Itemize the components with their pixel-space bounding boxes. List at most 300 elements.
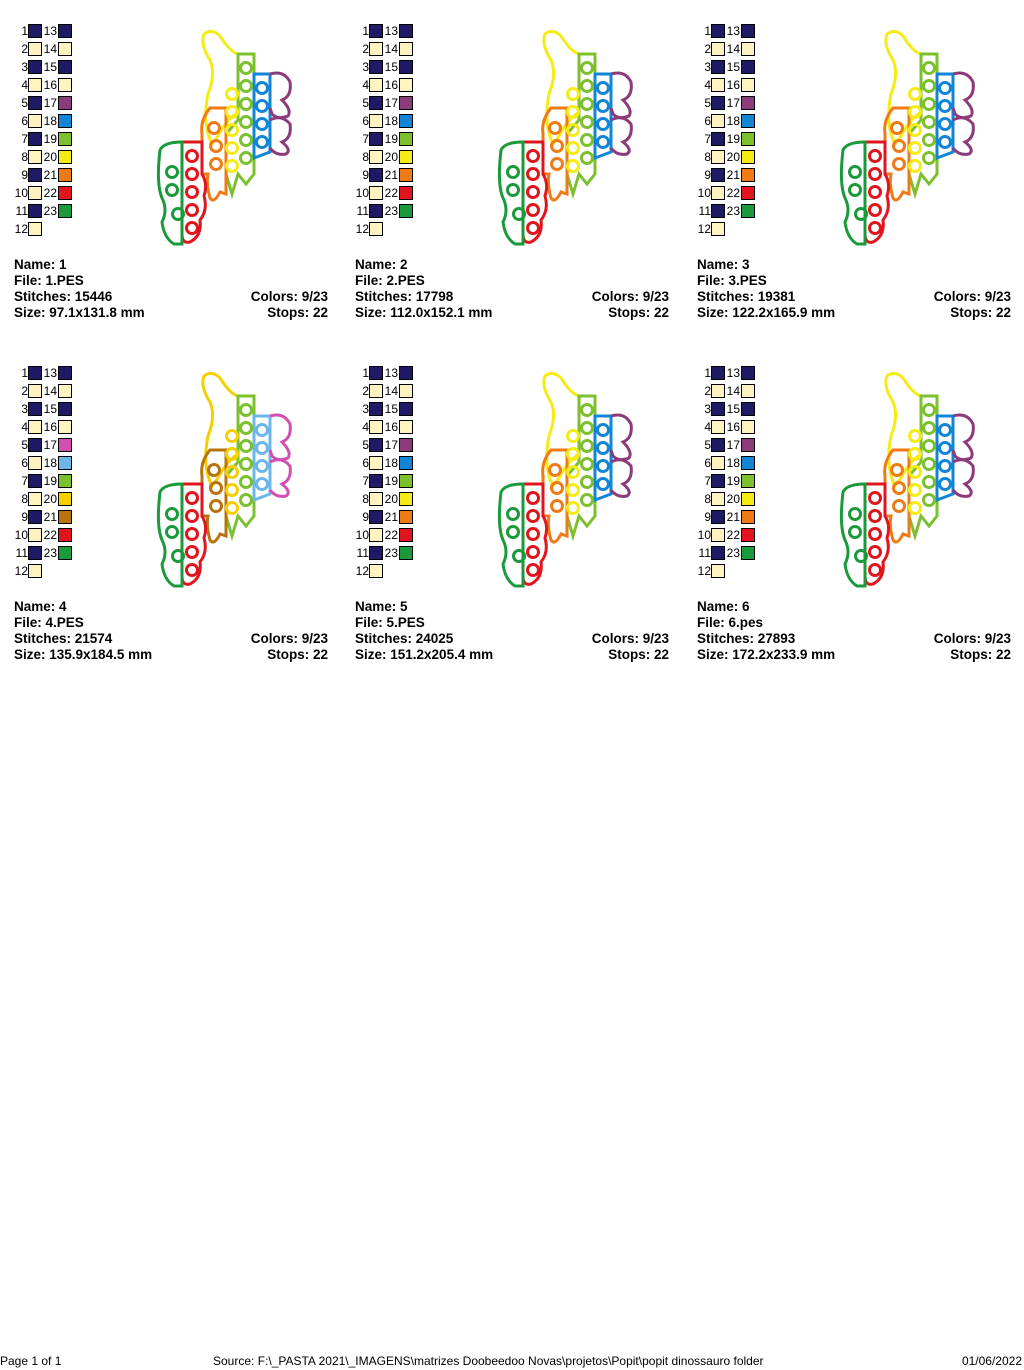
palette-row xyxy=(14,474,84,492)
dinosaur-design-preview xyxy=(483,366,658,591)
swatch-number: 1 xyxy=(704,366,711,380)
color-swatch xyxy=(28,546,42,560)
design-file: File: 3.PES xyxy=(697,273,767,288)
color-swatch xyxy=(711,528,725,542)
bubble-circle xyxy=(598,101,609,112)
palette-row xyxy=(14,168,84,186)
color-swatch xyxy=(711,384,725,398)
swatch-number: 12 xyxy=(355,564,369,578)
swatch-number: 4 xyxy=(704,78,711,92)
color-swatch xyxy=(741,186,755,200)
bubble-circle xyxy=(187,565,198,576)
swatch-number: 19 xyxy=(384,474,398,488)
color-swatch xyxy=(369,528,383,542)
palette-row xyxy=(14,222,84,240)
bubble-circle xyxy=(241,81,252,92)
color-swatch xyxy=(399,402,413,416)
color-swatch xyxy=(741,204,755,218)
bubble-circle xyxy=(598,119,609,130)
color-swatch xyxy=(28,24,42,38)
swatch-number: 6 xyxy=(362,456,369,470)
bubble-circle xyxy=(598,443,609,454)
bubble-circle xyxy=(528,151,539,162)
swatch-number: 11 xyxy=(356,546,369,560)
bubble-circle xyxy=(257,461,268,472)
palette-row xyxy=(14,438,84,456)
swatch-number: 21 xyxy=(726,510,740,524)
color-swatch xyxy=(369,492,383,506)
dinosaur-design-preview xyxy=(142,366,317,591)
swatch-number: 14 xyxy=(43,384,57,398)
swatch-number: 17 xyxy=(43,96,57,110)
design-card xyxy=(697,366,1024,686)
color-swatch xyxy=(58,402,72,416)
swatch-number: 2 xyxy=(704,42,711,56)
color-swatch xyxy=(369,564,383,578)
palette-row xyxy=(697,546,767,564)
swatch-number: 6 xyxy=(21,114,28,128)
color-swatch xyxy=(399,114,413,128)
color-swatch xyxy=(369,546,383,560)
design-name: Name: 1 xyxy=(14,257,67,272)
bubble-circle xyxy=(924,477,935,488)
bubble-circle xyxy=(241,423,252,434)
stop-count: Stops: 22 xyxy=(950,647,1011,662)
palette-row xyxy=(355,384,425,402)
color-swatch xyxy=(711,420,725,434)
swatch-number: 9 xyxy=(704,510,711,524)
palette-row xyxy=(697,474,767,492)
bubble-circle xyxy=(552,159,563,170)
swatch-number: 4 xyxy=(362,420,369,434)
color-swatch xyxy=(741,510,755,524)
palette-row xyxy=(697,96,767,114)
color-swatch xyxy=(399,168,413,182)
color-swatch xyxy=(58,384,72,398)
palette-row xyxy=(697,60,767,78)
color-swatch xyxy=(28,456,42,470)
color-swatch xyxy=(399,510,413,524)
bubble-circle xyxy=(568,485,579,496)
palette-row xyxy=(14,96,84,114)
color-swatch xyxy=(58,96,72,110)
dinosaur-design-preview xyxy=(483,24,658,249)
color-swatch xyxy=(28,150,42,164)
color-swatch xyxy=(711,402,725,416)
swatch-number: 4 xyxy=(21,78,28,92)
bubble-circle xyxy=(568,143,579,154)
bubble-circle xyxy=(209,123,220,134)
color-swatch xyxy=(28,204,42,218)
swatch-number: 22 xyxy=(384,186,398,200)
stitch-count: Stitches: 24025 xyxy=(355,631,454,646)
color-swatch xyxy=(58,510,72,524)
stop-count: Stops: 22 xyxy=(608,647,669,662)
bubble-circle xyxy=(528,547,539,558)
swatch-number: 16 xyxy=(384,78,398,92)
swatch-number: 19 xyxy=(726,132,740,146)
bubble-circle xyxy=(894,501,905,512)
color-swatch xyxy=(58,42,72,56)
color-swatch xyxy=(711,96,725,110)
color-swatch xyxy=(741,438,755,452)
color-swatch xyxy=(369,420,383,434)
swatch-number: 22 xyxy=(43,186,57,200)
bubble-circle xyxy=(582,135,593,146)
swatch-number: 15 xyxy=(43,60,57,74)
swatch-number: 9 xyxy=(362,510,369,524)
stop-count: Stops: 22 xyxy=(267,305,328,320)
swatch-number: 19 xyxy=(43,132,57,146)
palette-row xyxy=(697,168,767,186)
swatch-number: 21 xyxy=(43,168,57,182)
design-file: File: 6.pes xyxy=(697,615,764,630)
color-count: Colors: 9/23 xyxy=(591,289,669,304)
bubble-circle xyxy=(870,223,881,234)
color-swatch xyxy=(369,114,383,128)
palette-row xyxy=(697,78,767,96)
swatch-number: 13 xyxy=(43,366,57,380)
swatch-number: 4 xyxy=(21,420,28,434)
color-swatch xyxy=(58,150,72,164)
palette-row xyxy=(355,186,425,204)
stitch-count: Stitches: 27893 xyxy=(697,631,796,646)
bubble-circle xyxy=(241,477,252,488)
bubble-circle xyxy=(241,117,252,128)
color-swatch xyxy=(399,132,413,146)
palette-row xyxy=(355,402,425,420)
color-swatch xyxy=(369,474,383,488)
bubble-circle xyxy=(924,459,935,470)
swatch-number: 23 xyxy=(384,546,398,560)
color-swatch xyxy=(741,168,755,182)
swatch-number: 11 xyxy=(356,204,369,218)
swatch-number: 20 xyxy=(726,492,740,506)
palette-row xyxy=(14,150,84,168)
bubble-circle xyxy=(241,441,252,452)
bubble-circle xyxy=(227,143,238,154)
dinosaur-design-preview xyxy=(825,24,1000,249)
bubble-circle xyxy=(924,117,935,128)
color-swatch xyxy=(399,492,413,506)
swatch-number: 12 xyxy=(14,564,28,578)
swatch-number: 12 xyxy=(14,222,28,236)
bubble-circle xyxy=(598,479,609,490)
swatch-number: 3 xyxy=(704,402,711,416)
swatch-number: 23 xyxy=(384,204,398,218)
color-count: Colors: 9/23 xyxy=(933,631,1011,646)
design-card xyxy=(14,24,344,344)
bubble-circle xyxy=(227,485,238,496)
stitch-count: Stitches: 21574 xyxy=(14,631,113,646)
swatch-number: 14 xyxy=(384,42,398,56)
palette-row xyxy=(14,402,84,420)
color-swatch xyxy=(369,222,383,236)
color-swatch xyxy=(369,366,383,380)
swatch-number: 1 xyxy=(362,366,369,380)
color-swatch xyxy=(741,384,755,398)
color-swatch xyxy=(369,384,383,398)
bubble-circle xyxy=(550,123,561,134)
swatch-number: 17 xyxy=(384,96,398,110)
bubble-circle xyxy=(924,405,935,416)
palette-row xyxy=(697,456,767,474)
bubble-circle xyxy=(550,465,561,476)
palette-row xyxy=(697,114,767,132)
color-swatch xyxy=(399,24,413,38)
swatch-number: 16 xyxy=(384,420,398,434)
color-swatch xyxy=(369,24,383,38)
palette-row xyxy=(14,384,84,402)
design-info xyxy=(355,599,669,663)
swatch-number: 21 xyxy=(43,510,57,524)
bubble-circle xyxy=(870,205,881,216)
swatch-number: 13 xyxy=(43,24,57,38)
swatch-number: 6 xyxy=(704,114,711,128)
bubble-circle xyxy=(508,527,519,538)
swatch-number: 8 xyxy=(21,150,28,164)
bubble-circle xyxy=(924,81,935,92)
bubble-circle xyxy=(187,529,198,540)
color-swatch xyxy=(711,564,725,578)
swatch-number: 4 xyxy=(704,420,711,434)
swatch-number: 1 xyxy=(21,366,28,380)
bubble-circle xyxy=(582,99,593,110)
color-swatch xyxy=(58,456,72,470)
palette-row xyxy=(14,492,84,510)
color-swatch xyxy=(741,60,755,74)
color-swatch xyxy=(741,132,755,146)
bubble-circle xyxy=(910,503,921,514)
swatch-number: 8 xyxy=(362,492,369,506)
palette-row xyxy=(355,420,425,438)
color-swatch xyxy=(58,438,72,452)
color-swatch xyxy=(741,24,755,38)
palette-row xyxy=(14,546,84,564)
palette-row xyxy=(355,96,425,114)
design-file: File: 5.PES xyxy=(355,615,425,630)
bubble-circle xyxy=(940,425,951,436)
swatch-number: 3 xyxy=(362,402,369,416)
bubble-circle xyxy=(187,547,198,558)
color-swatch xyxy=(28,528,42,542)
palette-row xyxy=(14,366,84,384)
swatch-number: 17 xyxy=(726,96,740,110)
color-swatch xyxy=(58,492,72,506)
swatch-number: 18 xyxy=(384,114,398,128)
color-swatch xyxy=(741,474,755,488)
bubble-circle xyxy=(227,89,238,100)
palette-row xyxy=(355,114,425,132)
bubble-circle xyxy=(940,479,951,490)
bubble-circle xyxy=(528,205,539,216)
color-swatch xyxy=(369,510,383,524)
design-info xyxy=(14,257,328,321)
bubble-circle xyxy=(167,509,178,520)
color-swatch xyxy=(741,78,755,92)
color-swatch xyxy=(711,546,725,560)
swatch-number: 1 xyxy=(704,24,711,38)
design-info xyxy=(14,599,328,663)
color-swatch xyxy=(741,366,755,380)
bubble-circle xyxy=(870,511,881,522)
palette-row xyxy=(697,186,767,204)
color-swatch xyxy=(28,222,42,236)
bubble-circle xyxy=(209,465,220,476)
color-swatch xyxy=(711,42,725,56)
swatch-number: 2 xyxy=(362,42,369,56)
swatch-number: 10 xyxy=(697,528,711,542)
palette-row xyxy=(355,474,425,492)
swatch-number: 13 xyxy=(384,366,398,380)
swatch-number: 2 xyxy=(704,384,711,398)
bubble-circle xyxy=(582,153,593,164)
design-info xyxy=(697,599,1011,663)
bubble-circle xyxy=(528,511,539,522)
bubble-circle xyxy=(870,547,881,558)
bubble-circle xyxy=(870,151,881,162)
bubble-circle xyxy=(940,83,951,94)
color-swatch xyxy=(399,42,413,56)
color-swatch xyxy=(369,60,383,74)
color-swatch xyxy=(58,546,72,560)
color-swatch xyxy=(369,204,383,218)
bubble-circle xyxy=(568,503,579,514)
bubble-circle xyxy=(850,509,861,520)
bubble-circle xyxy=(870,169,881,180)
palette-row xyxy=(14,186,84,204)
color-swatch xyxy=(28,474,42,488)
swatch-number: 23 xyxy=(43,204,57,218)
color-swatch xyxy=(58,474,72,488)
swatch-number: 18 xyxy=(384,456,398,470)
bubble-circle xyxy=(241,153,252,164)
color-swatch xyxy=(399,546,413,560)
stitch-count: Stitches: 17798 xyxy=(355,289,454,304)
color-swatch xyxy=(28,564,42,578)
design-card xyxy=(355,24,685,344)
color-count: Colors: 9/23 xyxy=(591,631,669,646)
swatch-number: 17 xyxy=(43,438,57,452)
color-swatch xyxy=(28,492,42,506)
color-swatch xyxy=(28,384,42,398)
swatch-number: 20 xyxy=(726,150,740,164)
bubble-circle xyxy=(187,511,198,522)
bubble-circle xyxy=(257,83,268,94)
bubble-circle xyxy=(598,83,609,94)
bubble-circle xyxy=(924,153,935,164)
swatch-number: 9 xyxy=(362,168,369,182)
swatch-number: 16 xyxy=(43,420,57,434)
bubble-circle xyxy=(508,509,519,520)
palette-row xyxy=(697,366,767,384)
swatch-number: 21 xyxy=(384,168,398,182)
design-file: File: 1.PES xyxy=(14,273,84,288)
swatch-number: 8 xyxy=(21,492,28,506)
swatch-number: 7 xyxy=(21,474,28,488)
palette-row xyxy=(355,78,425,96)
bubble-circle xyxy=(894,159,905,170)
bubble-circle xyxy=(187,223,198,234)
design-card xyxy=(697,24,1024,344)
bubble-circle xyxy=(910,161,921,172)
bubble-circle xyxy=(924,423,935,434)
design-info xyxy=(355,257,669,321)
swatch-number: 15 xyxy=(384,60,398,74)
palette-row xyxy=(14,60,84,78)
bubble-circle xyxy=(187,493,198,504)
color-swatch xyxy=(399,438,413,452)
design-size: Size: 172.2x233.9 mm xyxy=(697,647,836,662)
bubble-circle xyxy=(241,405,252,416)
swatch-number: 9 xyxy=(21,168,28,182)
swatch-number: 9 xyxy=(21,510,28,524)
swatch-number: 14 xyxy=(43,42,57,56)
color-swatch xyxy=(711,132,725,146)
color-swatch xyxy=(28,420,42,434)
swatch-number: 3 xyxy=(704,60,711,74)
color-swatch xyxy=(711,366,725,380)
bubble-circle xyxy=(582,477,593,488)
bubble-circle xyxy=(528,529,539,540)
bubble-circle xyxy=(940,101,951,112)
swatch-number: 13 xyxy=(726,24,740,38)
design-name: Name: 6 xyxy=(697,599,750,614)
swatch-number: 12 xyxy=(697,222,711,236)
bubble-circle xyxy=(910,143,921,154)
swatch-number: 16 xyxy=(726,78,740,92)
swatch-number: 6 xyxy=(21,456,28,470)
bubble-circle xyxy=(167,185,178,196)
swatch-number: 21 xyxy=(384,510,398,524)
color-swatch xyxy=(28,78,42,92)
swatch-number: 14 xyxy=(726,384,740,398)
palette-row xyxy=(697,42,767,60)
bubble-circle xyxy=(211,501,222,512)
swatch-number: 1 xyxy=(21,24,28,38)
color-swatch xyxy=(28,96,42,110)
swatch-number: 4 xyxy=(362,78,369,92)
color-swatch xyxy=(28,42,42,56)
source-path: Source: F:\_PASTA 2021\_IMAGENS\matrizes Doobeedoo Novas\projetos\Popit\popit dinossauro folder xyxy=(213,1354,764,1368)
swatch-number: 20 xyxy=(43,150,57,164)
color-swatch xyxy=(28,60,42,74)
palette-row xyxy=(355,510,425,528)
swatch-number: 11 xyxy=(15,204,28,218)
swatch-number: 16 xyxy=(726,420,740,434)
color-swatch xyxy=(741,528,755,542)
palette-row xyxy=(697,402,767,420)
swatch-number: 5 xyxy=(362,96,369,110)
color-swatch xyxy=(399,420,413,434)
color-swatch xyxy=(369,150,383,164)
bubble-circle xyxy=(528,565,539,576)
design-card xyxy=(14,366,344,686)
swatch-number: 15 xyxy=(726,60,740,74)
bubble-circle xyxy=(257,137,268,148)
color-swatch xyxy=(369,168,383,182)
swatch-number: 10 xyxy=(355,528,369,542)
color-swatch xyxy=(399,186,413,200)
palette-row xyxy=(355,528,425,546)
palette-row xyxy=(355,132,425,150)
bubble-circle xyxy=(227,161,238,172)
swatch-number: 9 xyxy=(704,168,711,182)
swatch-number: 1 xyxy=(362,24,369,38)
swatch-number: 6 xyxy=(704,456,711,470)
design-size: Size: 122.2x165.9 mm xyxy=(697,305,836,320)
color-swatch xyxy=(711,510,725,524)
